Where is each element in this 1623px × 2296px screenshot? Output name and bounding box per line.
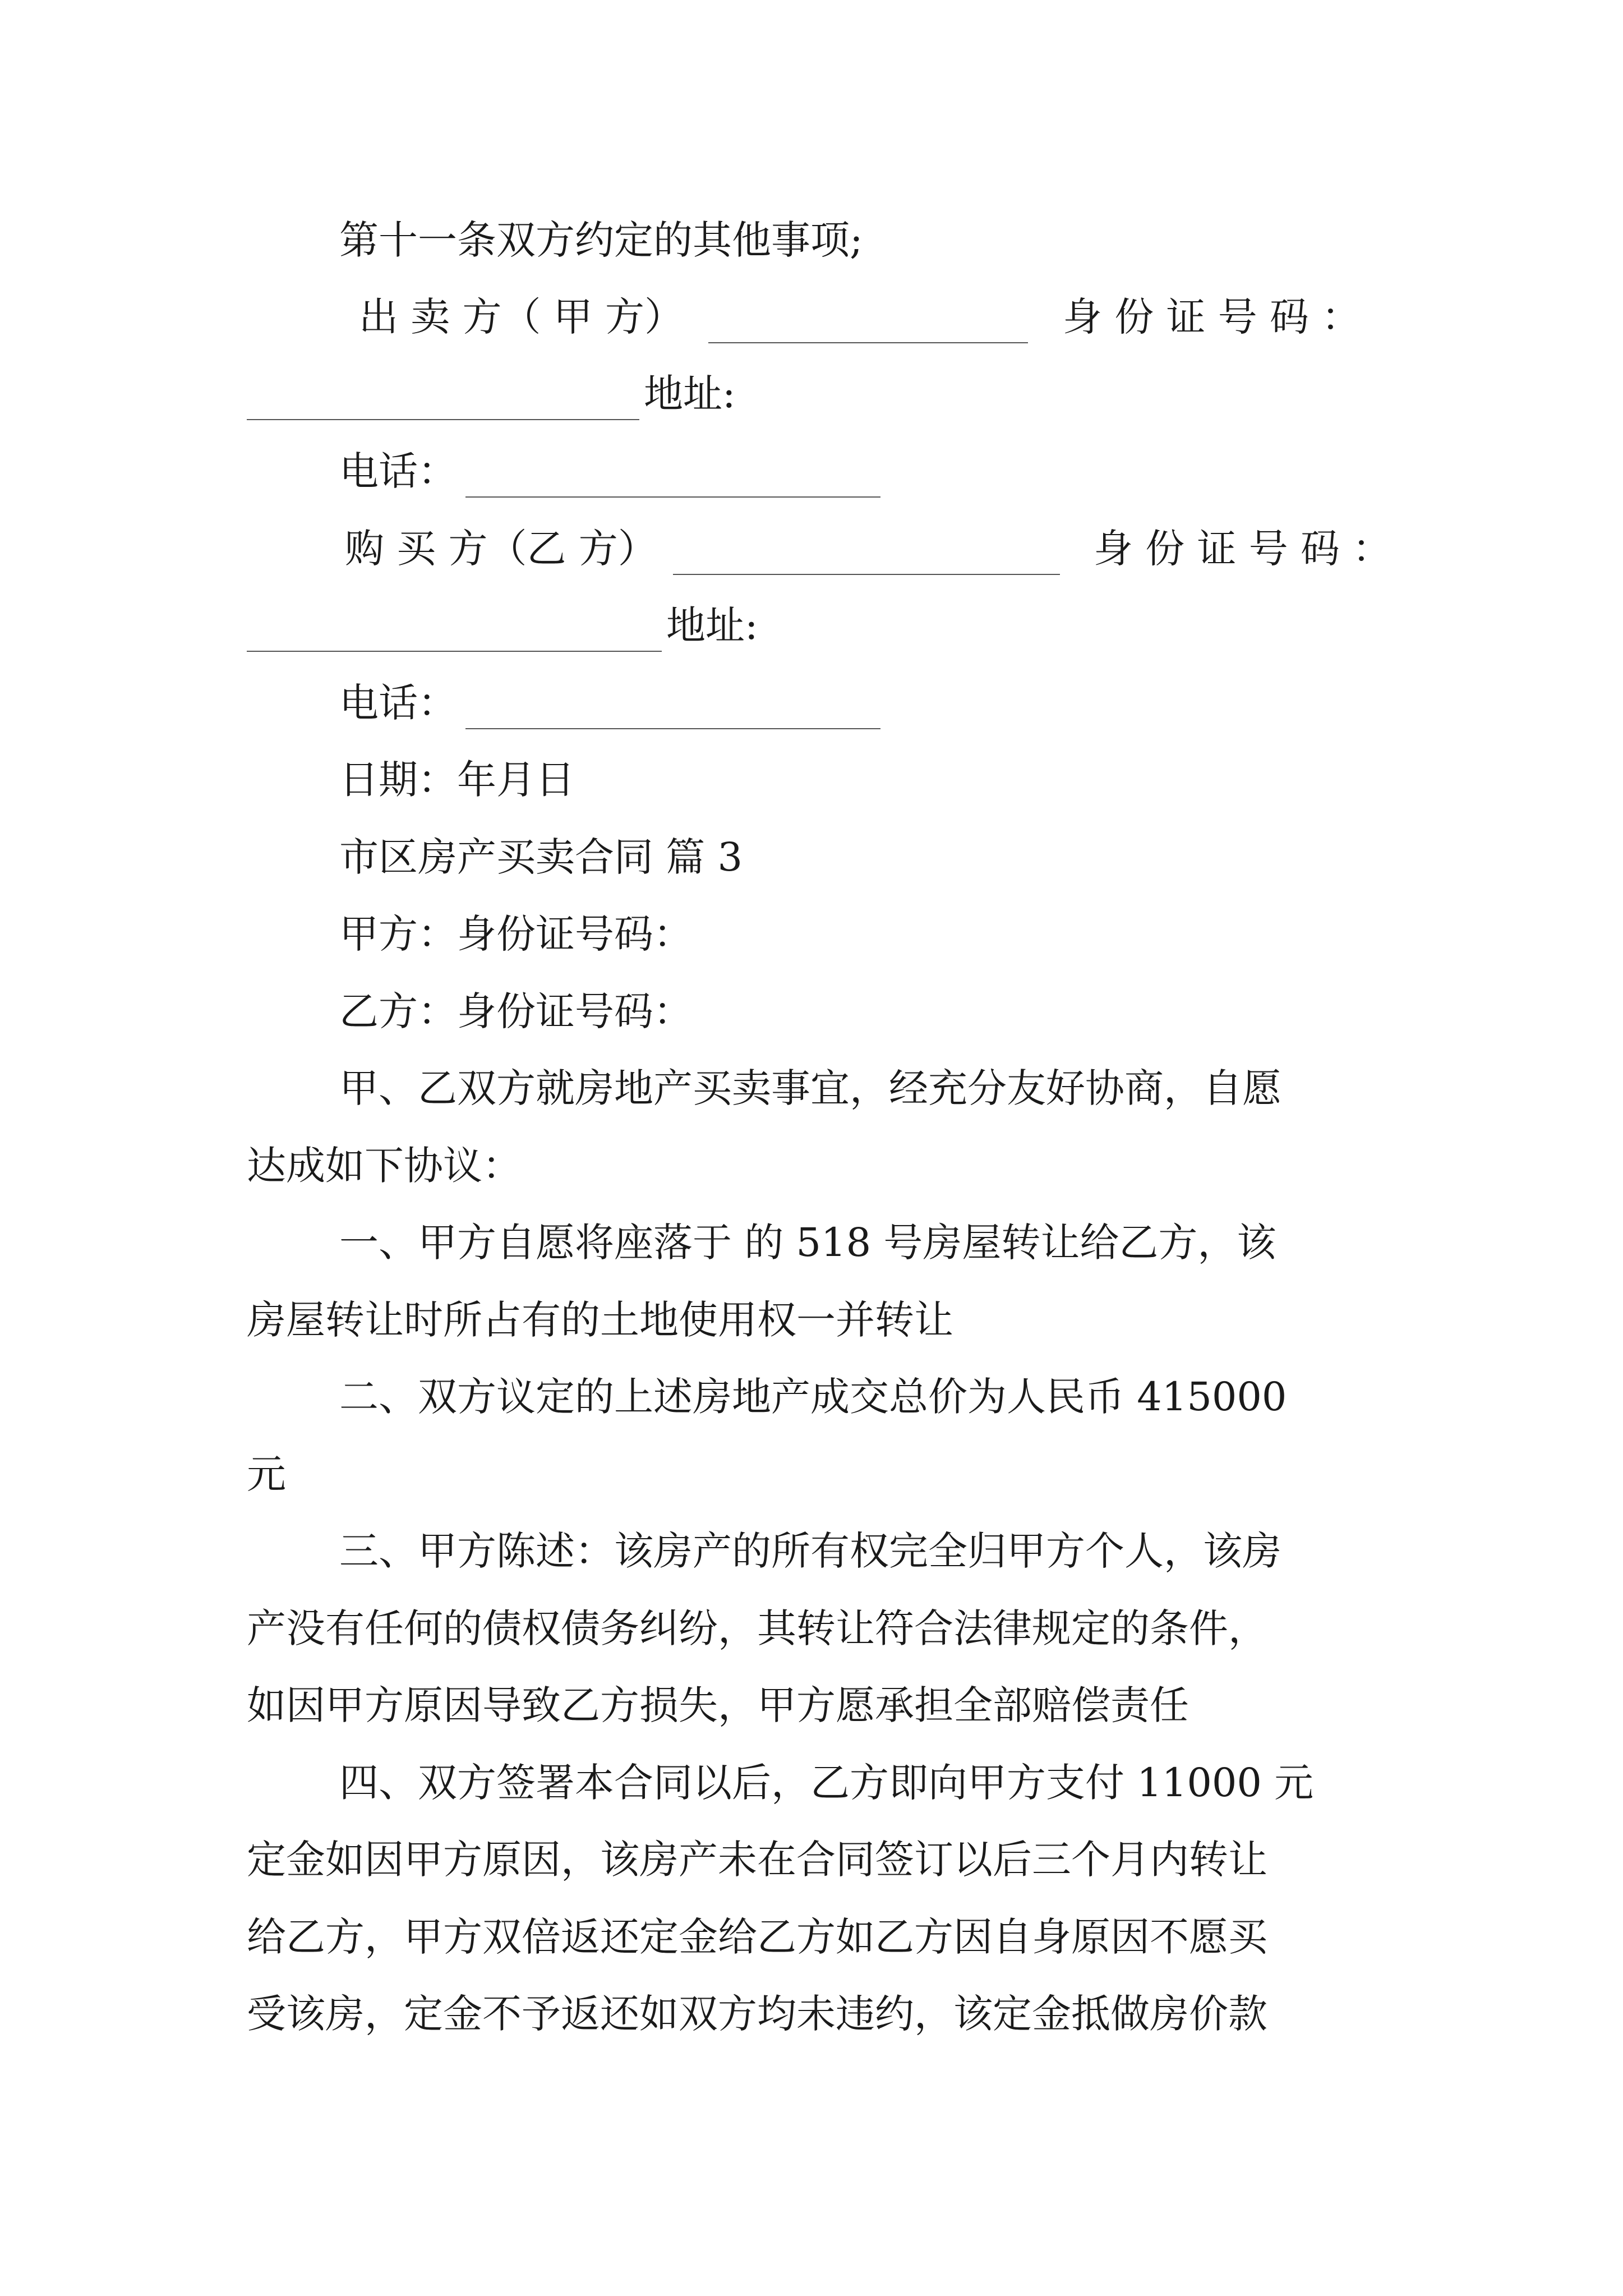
- buyer-id-blank: [247, 616, 662, 652]
- intro-paragraph-line-1: 甲、乙双方就房地产买卖事宜，经充分友好协商，自愿: [339, 1065, 1281, 1111]
- intro-paragraph-line-2: 达成如下协议：: [247, 1143, 522, 1189]
- buyer-name-blank: [673, 539, 1060, 575]
- seller-name-blank: [708, 307, 1028, 343]
- seller-phone-blank: [465, 462, 880, 498]
- seller-phone-label: 电话：: [339, 448, 457, 494]
- clause-4-line-4: 受该房，定金不予返还如双方均未违约，该定金抵做房价款: [247, 1991, 1267, 2037]
- party-a-line: 甲方：身份证号码：: [339, 911, 693, 957]
- clause-3-line-1: 三、甲方陈述：该房产的所有权完全归甲方个人，该房: [339, 1528, 1281, 1574]
- buyer-phone-label: 电话：: [339, 680, 457, 726]
- seller-id-blank: [247, 384, 639, 420]
- clause-11-heading: 第十一条双方约定的其他事项;: [339, 217, 863, 263]
- clause-4-line-1: 四、双方签署本合同以后，乙方即向甲方支付 11000 元: [339, 1760, 1314, 1806]
- clause-3-line-3: 如因甲方原因导致乙方损失，甲方愿承担全部赔偿责任: [247, 1682, 1189, 1728]
- buyer-phone-blank: [465, 693, 880, 729]
- seller-label: 出 卖 方（ 甲 方）: [359, 294, 684, 340]
- clause-3-line-2: 产没有任何的债权债务纠纷，其转让符合法律规定的条件，: [247, 1605, 1267, 1651]
- buyer-address-label: 地址:: [666, 602, 758, 648]
- date-line: 日期：年月日: [339, 757, 575, 803]
- seller-address-label: 地址:: [644, 371, 736, 417]
- seller-id-label: 身 份 证 号 码 ：: [1063, 294, 1361, 340]
- clause-2-line-2: 元: [247, 1451, 286, 1497]
- clause-1-line-2: 房屋转让时所占有的土地使用权一并转让: [247, 1297, 953, 1343]
- buyer-label: 购 买 方（乙 方）: [345, 526, 657, 572]
- party-b-line: 乙方：身份证号码：: [339, 988, 693, 1034]
- buyer-id-label: 身 份 证 号 码 ：: [1094, 526, 1392, 572]
- clause-1-line-1: 一、甲方自愿将座落于 的 518 号房屋转让给乙方，该: [339, 1220, 1276, 1266]
- clause-2-line-1: 二、双方议定的上述房地产成交总价为人民币 415000: [339, 1374, 1287, 1420]
- clause-4-line-3: 给乙方，甲方双倍返还定金给乙方如乙方因自身原因不愿买: [247, 1914, 1267, 1960]
- contract-title: 市区房产买卖合同 篇 3: [339, 834, 743, 880]
- clause-4-line-2: 定金如因甲方原因，该房产未在合同签订以后三个月内转让: [247, 1837, 1267, 1883]
